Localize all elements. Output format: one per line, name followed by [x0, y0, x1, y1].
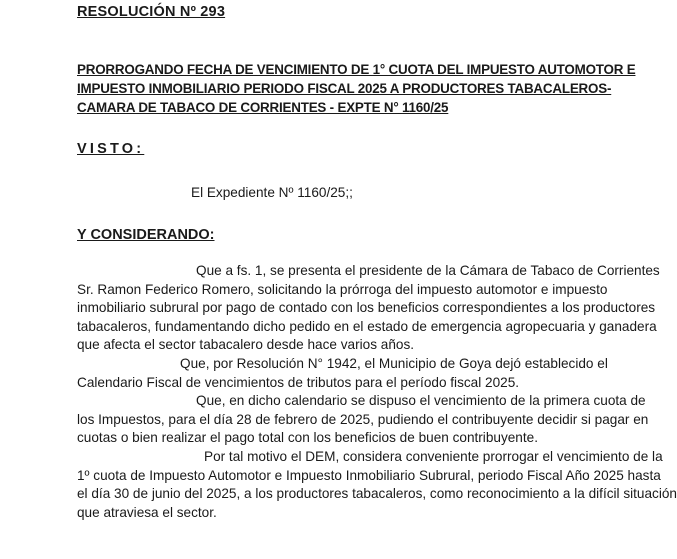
paragraph-line: los Impuestos, para el día 28 de febrero de 2025, pudiendo el contribuyente decidir si pagar en — [77, 411, 649, 427]
paragraph-line: Que, por Resolución N° 1942, el Municipio de Goya dejó establecido el — [180, 355, 608, 371]
paragraph — [77, 448, 677, 522]
resolution-subject — [77, 60, 636, 117]
visto-text: El Expediente Nº 1160/25;; — [191, 185, 353, 200]
paragraph-line: Sr. Ramon Federico Romero, solicitando la prórroga del impuesto automotor e impuesto — [77, 281, 608, 297]
paragraph-line: Por tal motivo el DEM, considera conveniente prorrogar el vencimiento de la — [204, 448, 663, 464]
paragraph — [77, 355, 608, 392]
paragraph-line: Que a fs. 1, se presenta el presidente de la Cámara de Tabaco de Corrientes — [196, 263, 660, 278]
subject-line: IMPUESTO INMOBILIARIO PERIODO FISCAL 2025 A PRODUCTORES TABACALEROS- — [77, 81, 612, 96]
considerando-heading: Y CONSIDERANDO: — [77, 227, 215, 243]
subject-line: CAMARA DE TABACO DE CORRIENTES - EXPTE N° 1160/25 — [77, 100, 449, 115]
paragraph-line: 1º cuota de Impuesto Automotor e Impuesto Inmobiliario Subrural, periodo Fiscal Año 2025 hasta — [77, 467, 661, 483]
paragraph-line: tabacaleros, fundamentando dicho pedido en el estado de emergencia agropecuaria y ganadera — [77, 318, 657, 334]
paragraph-line: que afecta el sector tabacalero desde hace varios años. — [77, 337, 415, 353]
subject-line: PRORROGANDO FECHA DE VENCIMIENTO DE 1° CUOTA DEL IMPUESTO AUTOMOTOR E — [77, 62, 636, 77]
visto-heading: VISTO: — [77, 141, 145, 157]
resolution-title: RESOLUCIÓN Nº 293 — [77, 4, 226, 20]
paragraph-line: el día 30 de junio del 2025, a los productores tabacaleros, como reconocimiento a la difícil situación — [77, 486, 677, 502]
paragraph-line: Que, en dicho calendario se dispuso el vencimiento de la primera cuota de — [196, 393, 646, 409]
paragraph-line: cuotas o bien realizar el pago total con los beneficios de buen contribuyente. — [77, 430, 538, 446]
considerando-body — [77, 262, 677, 522]
paragraph-line: que atraviesa el sector. — [77, 504, 217, 520]
paragraph-line: inmobiliario subrural por pago de contado con los beneficios correspondientes a los productores — [77, 300, 656, 316]
paragraph — [77, 262, 660, 355]
paragraph-line: Calendario Fiscal de vencimientos de tributos para el período fiscal 2025. — [77, 374, 520, 390]
paragraph — [77, 392, 649, 448]
